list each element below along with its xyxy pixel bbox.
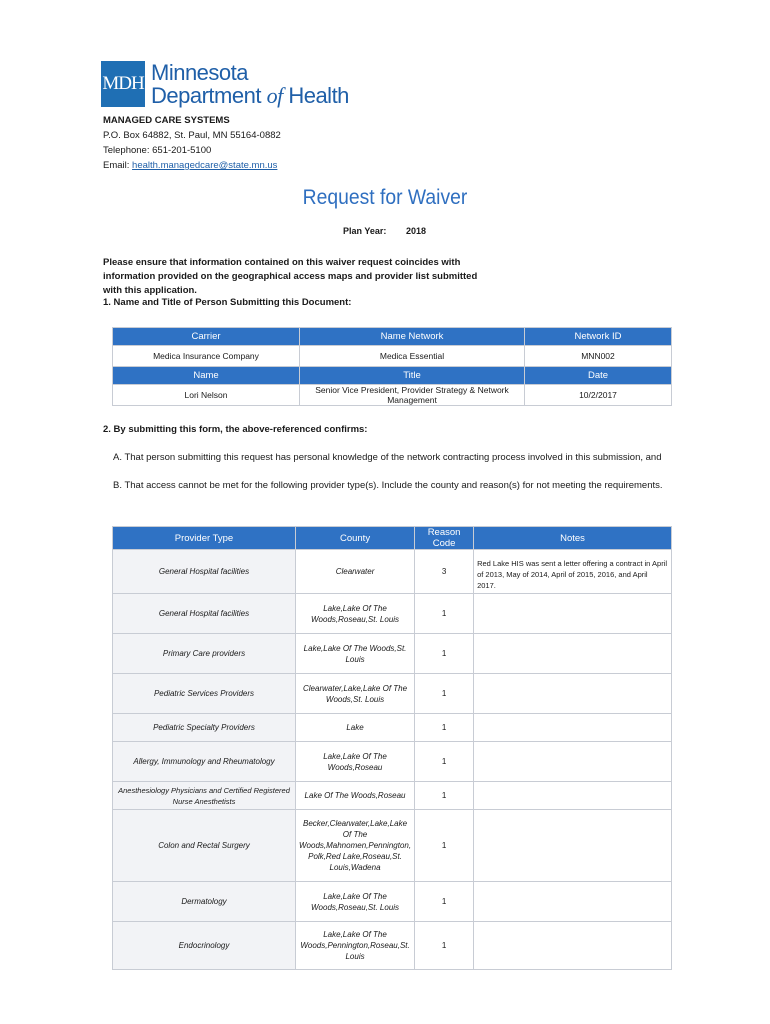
table-row [113,550,672,594]
submitter-name: Lori Nelson [113,385,300,406]
logo-line-1: Minnesota [151,60,249,85]
section-2-heading: 2. By submitting this form, the above-referenced confirms: [103,424,368,435]
section-1-heading: 1. Name and Title of Person Submitting this Document: [103,297,352,308]
header-name-network: Name Network [300,328,525,346]
table-row [113,346,672,367]
header-provider-type: Provider Type [113,527,296,550]
email-label: Email: [103,160,133,171]
contact-block [103,113,281,173]
header-title: Title [300,367,525,385]
confirmation-b: B. That access cannot be met for the following provider type(s). Include the county and reason(s) for not meeting the requirements. [113,480,663,491]
reason-code: 1 [415,810,474,882]
table-row [113,714,672,742]
notes: Red Lake HIS was sent a letter offering a contract in April of 2013, May of 2014, April of 2015, 2016, and April 2017. [474,550,672,594]
county: Lake [296,714,415,742]
provider-type: Dermatology [113,882,296,922]
notes [474,810,672,882]
telephone: Telephone: 651-201-5100 [103,145,212,156]
county: Lake,Lake Of The Woods,Roseau [296,742,415,782]
provider-type: Colon and Rectal Surgery [113,810,296,882]
table-row [113,922,672,970]
plan-year-value: 2018 [406,226,427,236]
header-notes: Notes [474,527,672,550]
org-name: MANAGED CARE SYSTEMS [103,115,230,126]
notes [474,882,672,922]
mdh-logo [101,60,349,108]
table-row [113,674,672,714]
intro-paragraph: Please ensure that information contained on this waiver request coincides with information provided on the geographical access maps and provider list submitted with this application. [103,257,478,296]
email-line [103,158,281,173]
table-row [113,634,672,674]
provider-type: Allergy, Immunology and Rheumatology [113,742,296,782]
notes [474,714,672,742]
network-id-value: MNN002 [525,346,672,367]
logo-word-health: Health [288,83,349,108]
provider-type: Anesthesiology Physicians and Certified Registered Nurse Anesthetists [113,782,296,810]
county: Lake Of The Woods,Roseau [296,782,415,810]
logo-word-of: of [266,83,283,108]
plan-year-label: Plan Year: [343,226,387,236]
waiver-table [112,526,672,970]
county: Lake,Lake Of The Woods,St. Louis [296,634,415,674]
county: Lake,Lake Of The Woods,Roseau,St. Louis [296,882,415,922]
notes [474,922,672,970]
table-row [113,782,672,810]
notes [474,594,672,634]
plan-year [343,226,427,236]
email-link[interactable]: health.managedcare@state.mn.us [132,160,278,171]
table-row [113,810,672,882]
table-row [113,594,672,634]
notes [474,634,672,674]
provider-type: General Hospital facilities [113,594,296,634]
waiver-header-row [113,527,672,550]
header-network-id: Network ID [525,328,672,346]
network-name-value: Medica Essential [300,346,525,367]
county: Clearwater [296,550,415,594]
county: Becker,Clearwater,Lake,Lake Of The Woods,Mahnomen,Pennington, Polk,Red Lake,Roseau,St. Louis,Wadena [296,810,415,882]
provider-type: Primary Care providers [113,634,296,674]
reason-code: 3 [415,550,474,594]
reason-code: 1 [415,742,474,782]
notes [474,782,672,810]
submitter-title: Senior Vice President, Provider Strategy & Network Management [300,385,525,406]
reason-code: 1 [415,922,474,970]
reason-code: 1 [415,674,474,714]
table-row [113,742,672,782]
provider-type: Endocrinology [113,922,296,970]
submitter-table [112,327,672,406]
county: Lake,Lake Of The Woods,Roseau,St. Louis [296,594,415,634]
reason-code: 1 [415,882,474,922]
carrier-value: Medica Insurance Company [113,346,300,367]
header-carrier: Carrier [113,328,300,346]
confirmation-a: A. That person submitting this request has personal knowledge of the network contracting process involved in this submission, and [113,452,662,463]
reason-code: 1 [415,782,474,810]
header-reason-code: Reason Code [415,527,474,550]
submitter-header-row [113,328,672,346]
logo-wordmark [151,61,349,107]
notes [474,742,672,782]
provider-type: Pediatric Services Providers [113,674,296,714]
reason-code: 1 [415,714,474,742]
header-county: County [296,527,415,550]
header-name: Name [113,367,300,385]
page-title: Request for Waiver [302,186,468,209]
provider-type: General Hospital facilities [113,550,296,594]
reason-code: 1 [415,634,474,674]
table-row [113,882,672,922]
logo-mark: MDH [101,61,145,107]
logo-word-department: Department [151,83,261,108]
county: Lake,Lake Of The Woods,Pennington,Roseau,St. Louis [296,922,415,970]
mailing-address: P.O. Box 64882, St. Paul, MN 55164-0882 [103,130,281,141]
notes [474,674,672,714]
county: Clearwater,Lake,Lake Of The Woods,St. Louis [296,674,415,714]
header-date: Date [525,367,672,385]
reason-code: 1 [415,594,474,634]
submitter-header-row [113,367,672,385]
logo-line-2 [151,84,349,107]
table-row [113,385,672,406]
provider-type: Pediatric Specialty Providers [113,714,296,742]
submitter-date: 10/2/2017 [525,385,672,406]
